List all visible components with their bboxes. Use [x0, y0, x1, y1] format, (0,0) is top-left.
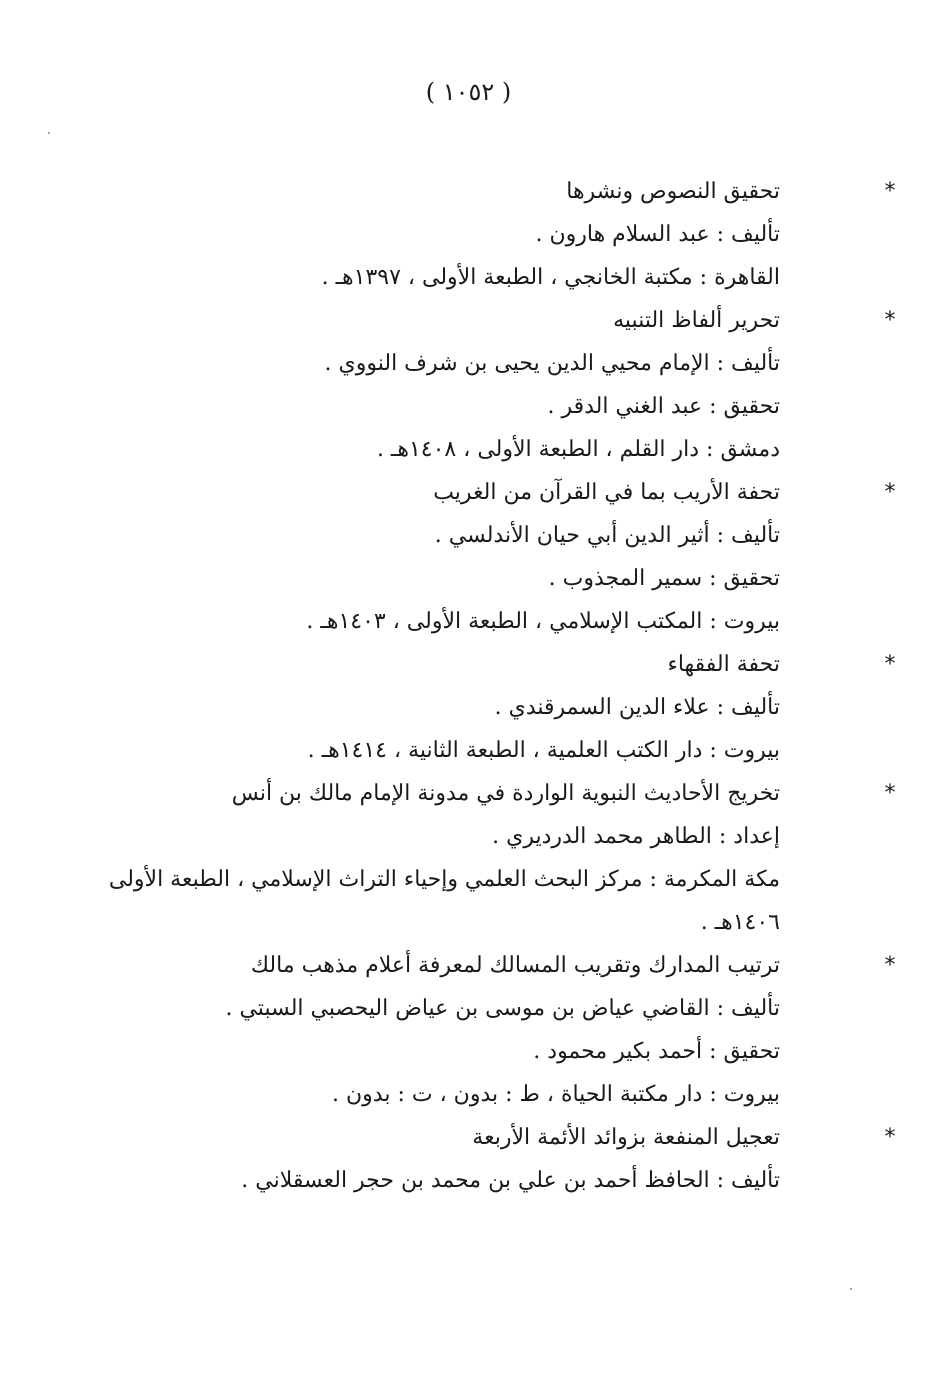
- entry-line: إعداد : الطاهر محمد الدرديري .: [492, 824, 780, 849]
- bibliography-entry: [130, 170, 896, 299]
- bibliography-entry: [108, 772, 896, 944]
- entry-line: تأليف : القاضي عياض بن موسى بن عياض اليحصبي السبتي .: [225, 996, 780, 1021]
- entry-line: بيروت : المكتب الإسلامي ، الطبعة الأولى ، ١٤٠٣هـ .: [306, 609, 780, 634]
- entry-title: ترتيب المدارك وتقريب المسالك لمعرفة أعلام مذهب مالك: [250, 953, 780, 978]
- bibliography-list: [108, 170, 896, 1202]
- entry-line: تأليف : الإمام محيي الدين يحيى بن شرف النووي .: [324, 351, 780, 376]
- entry-title: تعجيل المنفعة بزوائد الأئمة الأربعة: [472, 1125, 780, 1150]
- entry-line: تحقيق : أحمد بكير محمود .: [533, 1039, 780, 1064]
- scan-speck: [850, 1288, 852, 1290]
- entry-title: تحفة الأريب بما في القرآن من الغريب: [433, 480, 780, 505]
- entry-line: تأليف : الحافظ أحمد بن علي بن محمد بن حجر العسقلاني .: [241, 1168, 780, 1193]
- entry-title: تحفة الفقهاء: [667, 652, 780, 677]
- bibliography-entry: [130, 471, 896, 643]
- entry-line: تأليف : عبد السلام هارون .: [535, 222, 780, 247]
- bibliography-entry: [130, 299, 896, 471]
- entry-marker: *: [884, 308, 896, 333]
- entry-marker: *: [884, 179, 896, 204]
- entry-marker: *: [884, 1125, 896, 1150]
- page-number: ( ١٠٥٢ ): [425, 78, 512, 106]
- bibliography-entry: [130, 944, 896, 1116]
- entry-line: تأليف : أثير الدين أبي حيان الأندلسي .: [434, 523, 780, 548]
- bibliography-entry: [130, 643, 896, 772]
- entry-marker: *: [884, 652, 896, 677]
- entry-line: بيروت : دار مكتبة الحياة ، ط : بدون ، ت : بدون .: [332, 1082, 780, 1107]
- entry-line: تحقيق : عبد الغني الدقر .: [547, 394, 780, 419]
- entry-title: تحرير ألفاظ التنبيه: [613, 308, 780, 333]
- entry-marker: *: [884, 480, 896, 505]
- scan-speck: [48, 132, 50, 134]
- entry-marker: *: [884, 953, 896, 978]
- entry-line: ١٤٠٦هـ .: [700, 910, 780, 935]
- entry-line: تحقيق : سمير المجذوب .: [548, 566, 780, 591]
- entry-line: مكة المكرمة : مركز البحث العلمي وإحياء التراث الإسلامي ، الطبعة الأولى: [108, 867, 780, 892]
- entry-line: بيروت : دار الكتب العلمية ، الطبعة الثانية ، ١٤١٤هـ .: [307, 738, 780, 763]
- entry-line: دمشق : دار القلم ، الطبعة الأولى ، ١٤٠٨هـ .: [376, 437, 780, 462]
- entry-marker: *: [884, 781, 896, 806]
- bibliography-entry: [130, 1116, 896, 1202]
- entry-line: القاهرة : مكتبة الخانجي ، الطبعة الأولى ، ١٣٩٧هـ .: [321, 265, 780, 290]
- entry-title: تخريج الأحاديث النبوية الواردة في مدونة الإمام مالك بن أنس: [231, 781, 780, 806]
- entry-title: تحقيق النصوص ونشرها: [566, 179, 780, 204]
- entry-line: تأليف : علاء الدين السمرقندي .: [494, 695, 780, 720]
